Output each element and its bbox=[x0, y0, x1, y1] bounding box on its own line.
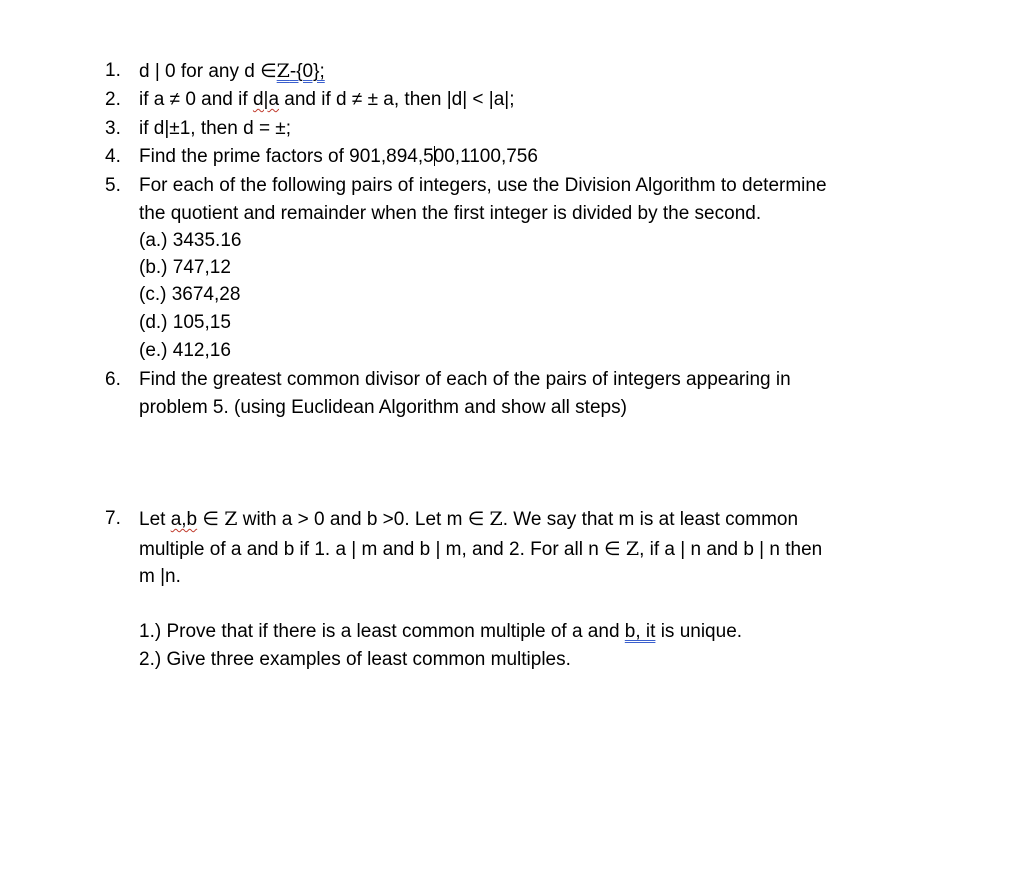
item-text-line: the quotient and remainder when the first integer is divided by the second. bbox=[139, 203, 762, 224]
item-text: if a ≠ 0 and if d|a and if d ≠ ± a, then |d| < |a|; bbox=[139, 89, 515, 110]
spelling-flag: a,b bbox=[170, 509, 198, 530]
spelling-flag: d|a bbox=[252, 89, 280, 110]
grammar-flag: b, it bbox=[624, 621, 656, 642]
item-text-line: For each of the following pairs of integers, use the Division Algorithm to determine bbox=[139, 175, 827, 196]
document-page: 1. d | 0 for any d ∈Z-{0}; 2. if a ≠ 0 and if d|a and if d ≠ ± a, then |d| < |a|; 3. if d|±1, then d = ±; 4. Find the prime factors of 901,894,500,1100,756 5. For each of the following pairs of integers, use the Division Algorithm to determine the quotient and remainder when the first integer is divided by the second. (a.) 3435.16 (b.) 747,12 (c.) 3674,28 (d.) 105,15 (e.) 412,16 6. Find the greatest common divisor of each of the pairs of integers appearing in problem 5. (using Euclidean Algorithm and show all steps) 7. Let a,b ∈ Z with a > 0 and b >0. Let m ∈ Z. We say that m is at least common multiple of a and b if 1. a | m and b | m, and 2. For all n ∈ Z, if a | n and b | n then m |n. 1.) Prove that if there is a least common multiple of a and b, it is unique. 2.) Give three examples of least common multiples. bbox=[105, 60, 827, 670]
item-text: if d|±1, then d = ±; bbox=[139, 118, 292, 139]
item-text: Find the prime factors of 901,894,500,1100,756 bbox=[139, 146, 538, 167]
item-number: 4. bbox=[105, 146, 121, 167]
item-number: 1. bbox=[105, 60, 121, 81]
item-text-line: problem 5. (using Euclidean Algorithm and show all steps) bbox=[139, 397, 627, 418]
item-text-line: multiple of a and b if 1. a | m and b | m, and 2. For all n ∈ Z, if a | n and b | n then bbox=[139, 538, 823, 560]
item-number: 6. bbox=[105, 369, 121, 390]
item-number: 2. bbox=[105, 89, 121, 110]
item-number: 7. bbox=[105, 508, 121, 529]
item-text: d | 0 for any d ∈Z-{0}; bbox=[139, 60, 325, 82]
item-number: 5. bbox=[105, 175, 121, 196]
item-text-line: Find the greatest common divisor of each of the pairs of integers appearing in bbox=[139, 369, 791, 390]
item-number: 3. bbox=[105, 118, 121, 139]
item-text-line: m |n. bbox=[139, 566, 181, 587]
item-text-line: Let a,b ∈ Z with a > 0 and b >0. Let m ∈ Z. We say that m is at least common bbox=[139, 508, 799, 530]
